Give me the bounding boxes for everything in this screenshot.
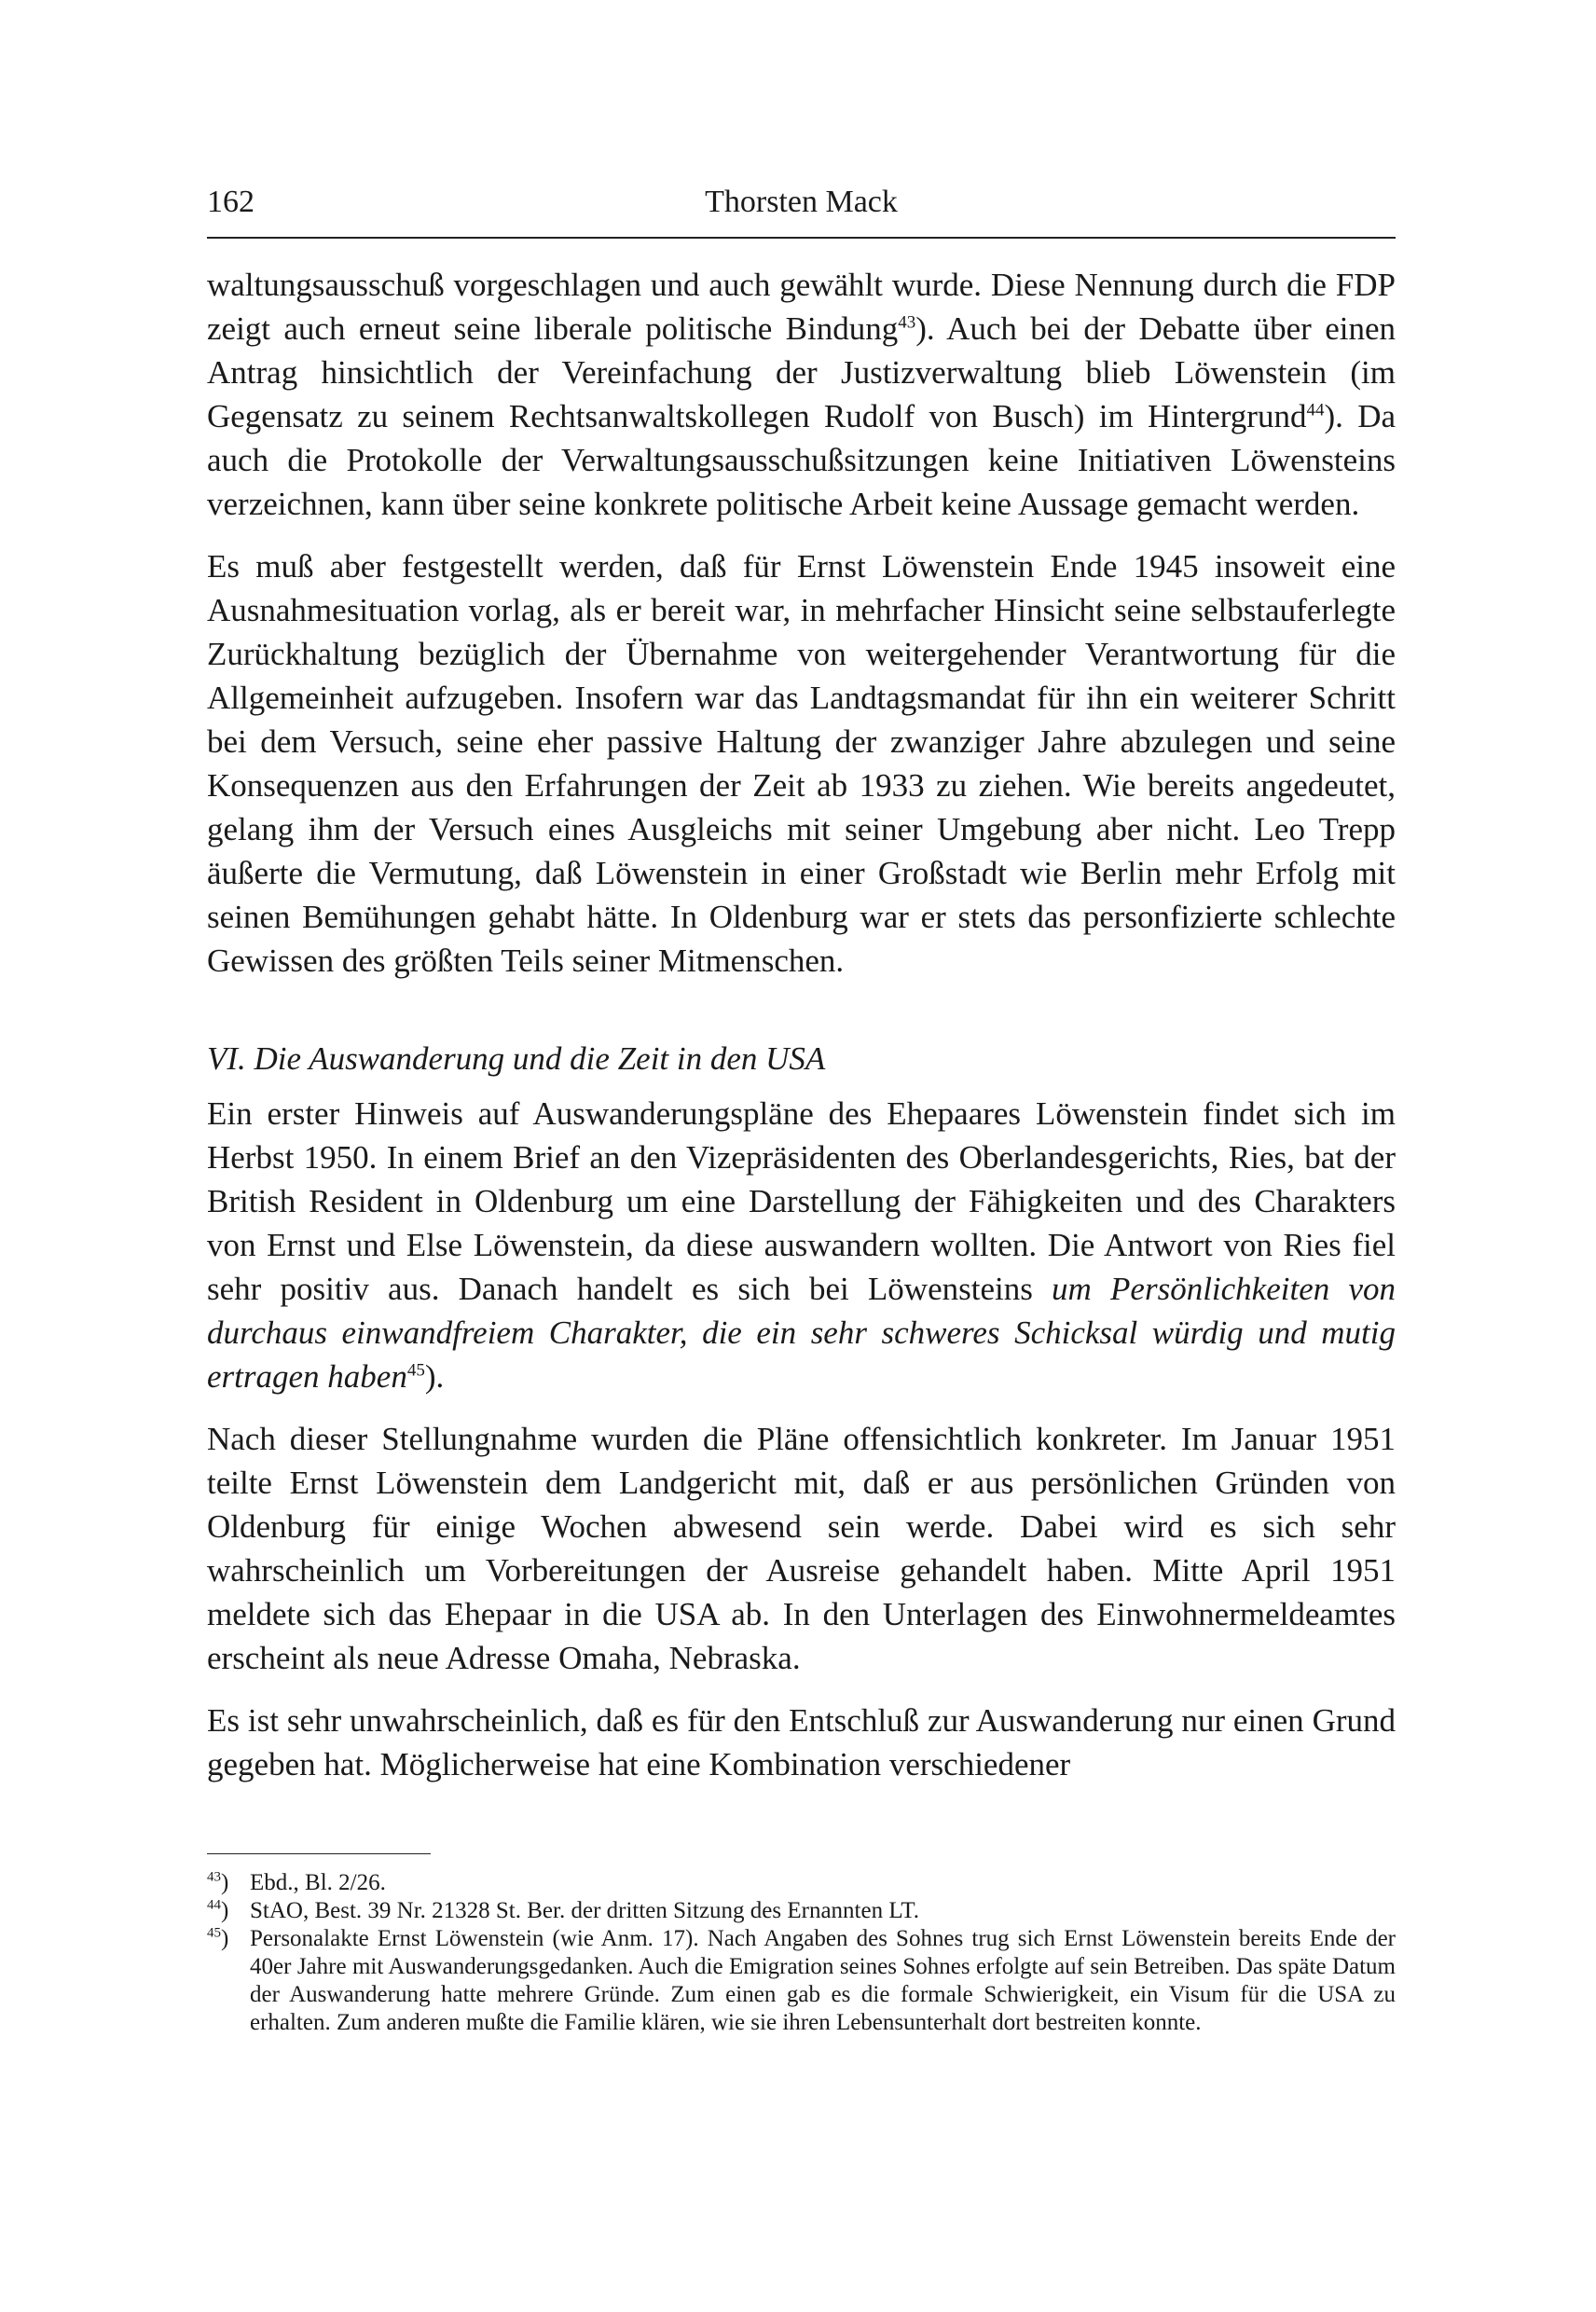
- main-text: [207, 263, 1396, 1805]
- footnote-reference-44[interactable]: 44: [1306, 400, 1325, 420]
- paragraph-5: Es ist sehr unwahrscheinlich, daß es für den Entschluß zur Auswanderung nur einen Grund gegeben hat. Möglicherweise hat eine Kombination verschiedener: [207, 1702, 1396, 1782]
- footnote-reference-45[interactable]: 45: [406, 1360, 425, 1381]
- page-header: [207, 185, 1396, 231]
- paragraph-4: Nach dieser Stellungnahme wurden die Pläne offensichtlich konkreter. Im Januar 1951 teilte Ernst Löwenstein dem Landgericht mit, daß er aus persönlichen Gründen von Oldenburg für einige Wochen abwesend sein werde. Dabei wird es sich sehr wahrscheinlich um Vorbereitungen der Ausreise gehandelt haben. Mitte April 1951 meldete sich das Ehepaar in die USA ab. In den Unterlagen des Einwohnermeldeamtes erscheint als neue Adresse Omaha, Nebraska.: [207, 1421, 1396, 1676]
- header-rule: [207, 237, 1396, 239]
- paragraph-text: waltungsausschuß vorgeschlagen und auch gewählt wurde. Diese Nennung durch die FDP zeigt auch erneut seine liberale politische Bindung: [207, 267, 1396, 347]
- page-number: 162: [207, 185, 255, 219]
- footnote-reference-43[interactable]: 43: [898, 312, 916, 333]
- footnote-mark: $^{44}$): [207, 1897, 229, 1923]
- quoted-italic-text: um Persönlichkeiten von durchaus einwandfreiem Charakter, die ein sehr schweres Schicksal würdig und mutig ertragen haben: [207, 1271, 1396, 1395]
- paragraph-text: ). Da auch die Protokolle der Verwaltungsausschußsitzungen keine Initiativen Löwensteins verzeichnen, kann über seine konkrete politische Arbeit keine Aussage gemacht werden.: [207, 398, 1396, 522]
- footnote-mark: $^{45}$): [207, 1925, 229, 1951]
- paragraph-3: [207, 1092, 1396, 1398]
- paragraph-text: ). Auch bei der Debatte über einen Antrag hinsichtlich der Vereinfachung der Justizverwaltung blieb Löwenstein (im Gegensatz zu seinem Rechtsanwaltskollegen Rudolf von Busch) im Hintergrund: [207, 310, 1396, 434]
- footnote-text: StAO, Best. 39 Nr. 21328 St. Ber. der dritten Sitzung des Ernannten LT.: [250, 1898, 919, 1923]
- footnote-45: [207, 1925, 1396, 2037]
- footnotes: [207, 1869, 1396, 2037]
- footnote-text: Ebd., Bl. 2/26.: [250, 1870, 386, 1895]
- footnote-text: Personalakte Ernst Löwenstein (wie Anm. 17). Nach Angaben des Sohnes trug sich Ernst Löwenstein bereits Ende der 40er Jahre mit Auswanderungsgedanken. Auch die Emigration seines Sohnes erfolgte auf sein Betreiben. Das späte Datum der Auswanderung hatte mehrere Gründe. Zum einen gab es die formale Schwierigkeit, ein Visum für die USA zu erhalten. Zum anderen mußte die Familie klären, wie sie ihren Lebensunterhalt dort bestreiten konnte.: [250, 1926, 1396, 2035]
- paragraph-text: Ein erster Hinweis auf Auswanderungspläne des Ehepaares Löwenstein findet sich im Herbst 1950. In einem Brief an den Vizepräsidenten des Oberlandesgerichts, Ries, bat der British Resident in Oldenburg um eine Darstellung der Fähigkeiten und des Charakters von Ernst und Else Löwenstein, da diese auswandern wollten. Die Antwort von Ries fiel sehr positiv aus. Danach handelt es sich bei Löwensteins: [207, 1095, 1396, 1307]
- section-heading: VI. Die Auswanderung und die Zeit in den USA: [207, 1040, 826, 1077]
- footnote-43: [207, 1869, 1396, 1897]
- paragraph-1: [207, 263, 1396, 526]
- paragraph-2: Es muß aber festgestellt werden, daß für Ernst Löwenstein Ende 1945 insoweit eine Ausnahmesituation vorlag, als er bereit war, in mehrfacher Hinsicht seine selbstauferlegte Zurückhaltung bezüglich der Übernahme von weitergehender Verantwortung für die Allgemeinheit aufzugeben. Insofern war das Landtagsmandat für ihn ein weiterer Schritt bei dem Versuch, seine eher passive Haltung der zwanziger Jahre abzulegen und seine Konsequenzen aus den Erfahrungen der Zeit ab 1933 zu ziehen. Wie bereits angedeutet, gelang ihm der Versuch eines Ausgleichs mit seiner Umgebung aber nicht. Leo Trepp äußerte die Vermutung, daß Löwenstein in einer Großstadt wie Berlin mehr Erfolg mit seinen Bemühungen gehabt hätte. In Oldenburg war er stets das personfizierte schlechte Gewissen des größten Teils seiner Mitmenschen.: [207, 548, 1396, 979]
- running-head-author: Thorsten Mack: [705, 185, 898, 219]
- footnote-44: [207, 1897, 1396, 1925]
- footnote-mark: $^{43}$): [207, 1869, 229, 1895]
- paragraph-text: ).: [424, 1358, 445, 1395]
- footnote-rule: [207, 1853, 431, 1854]
